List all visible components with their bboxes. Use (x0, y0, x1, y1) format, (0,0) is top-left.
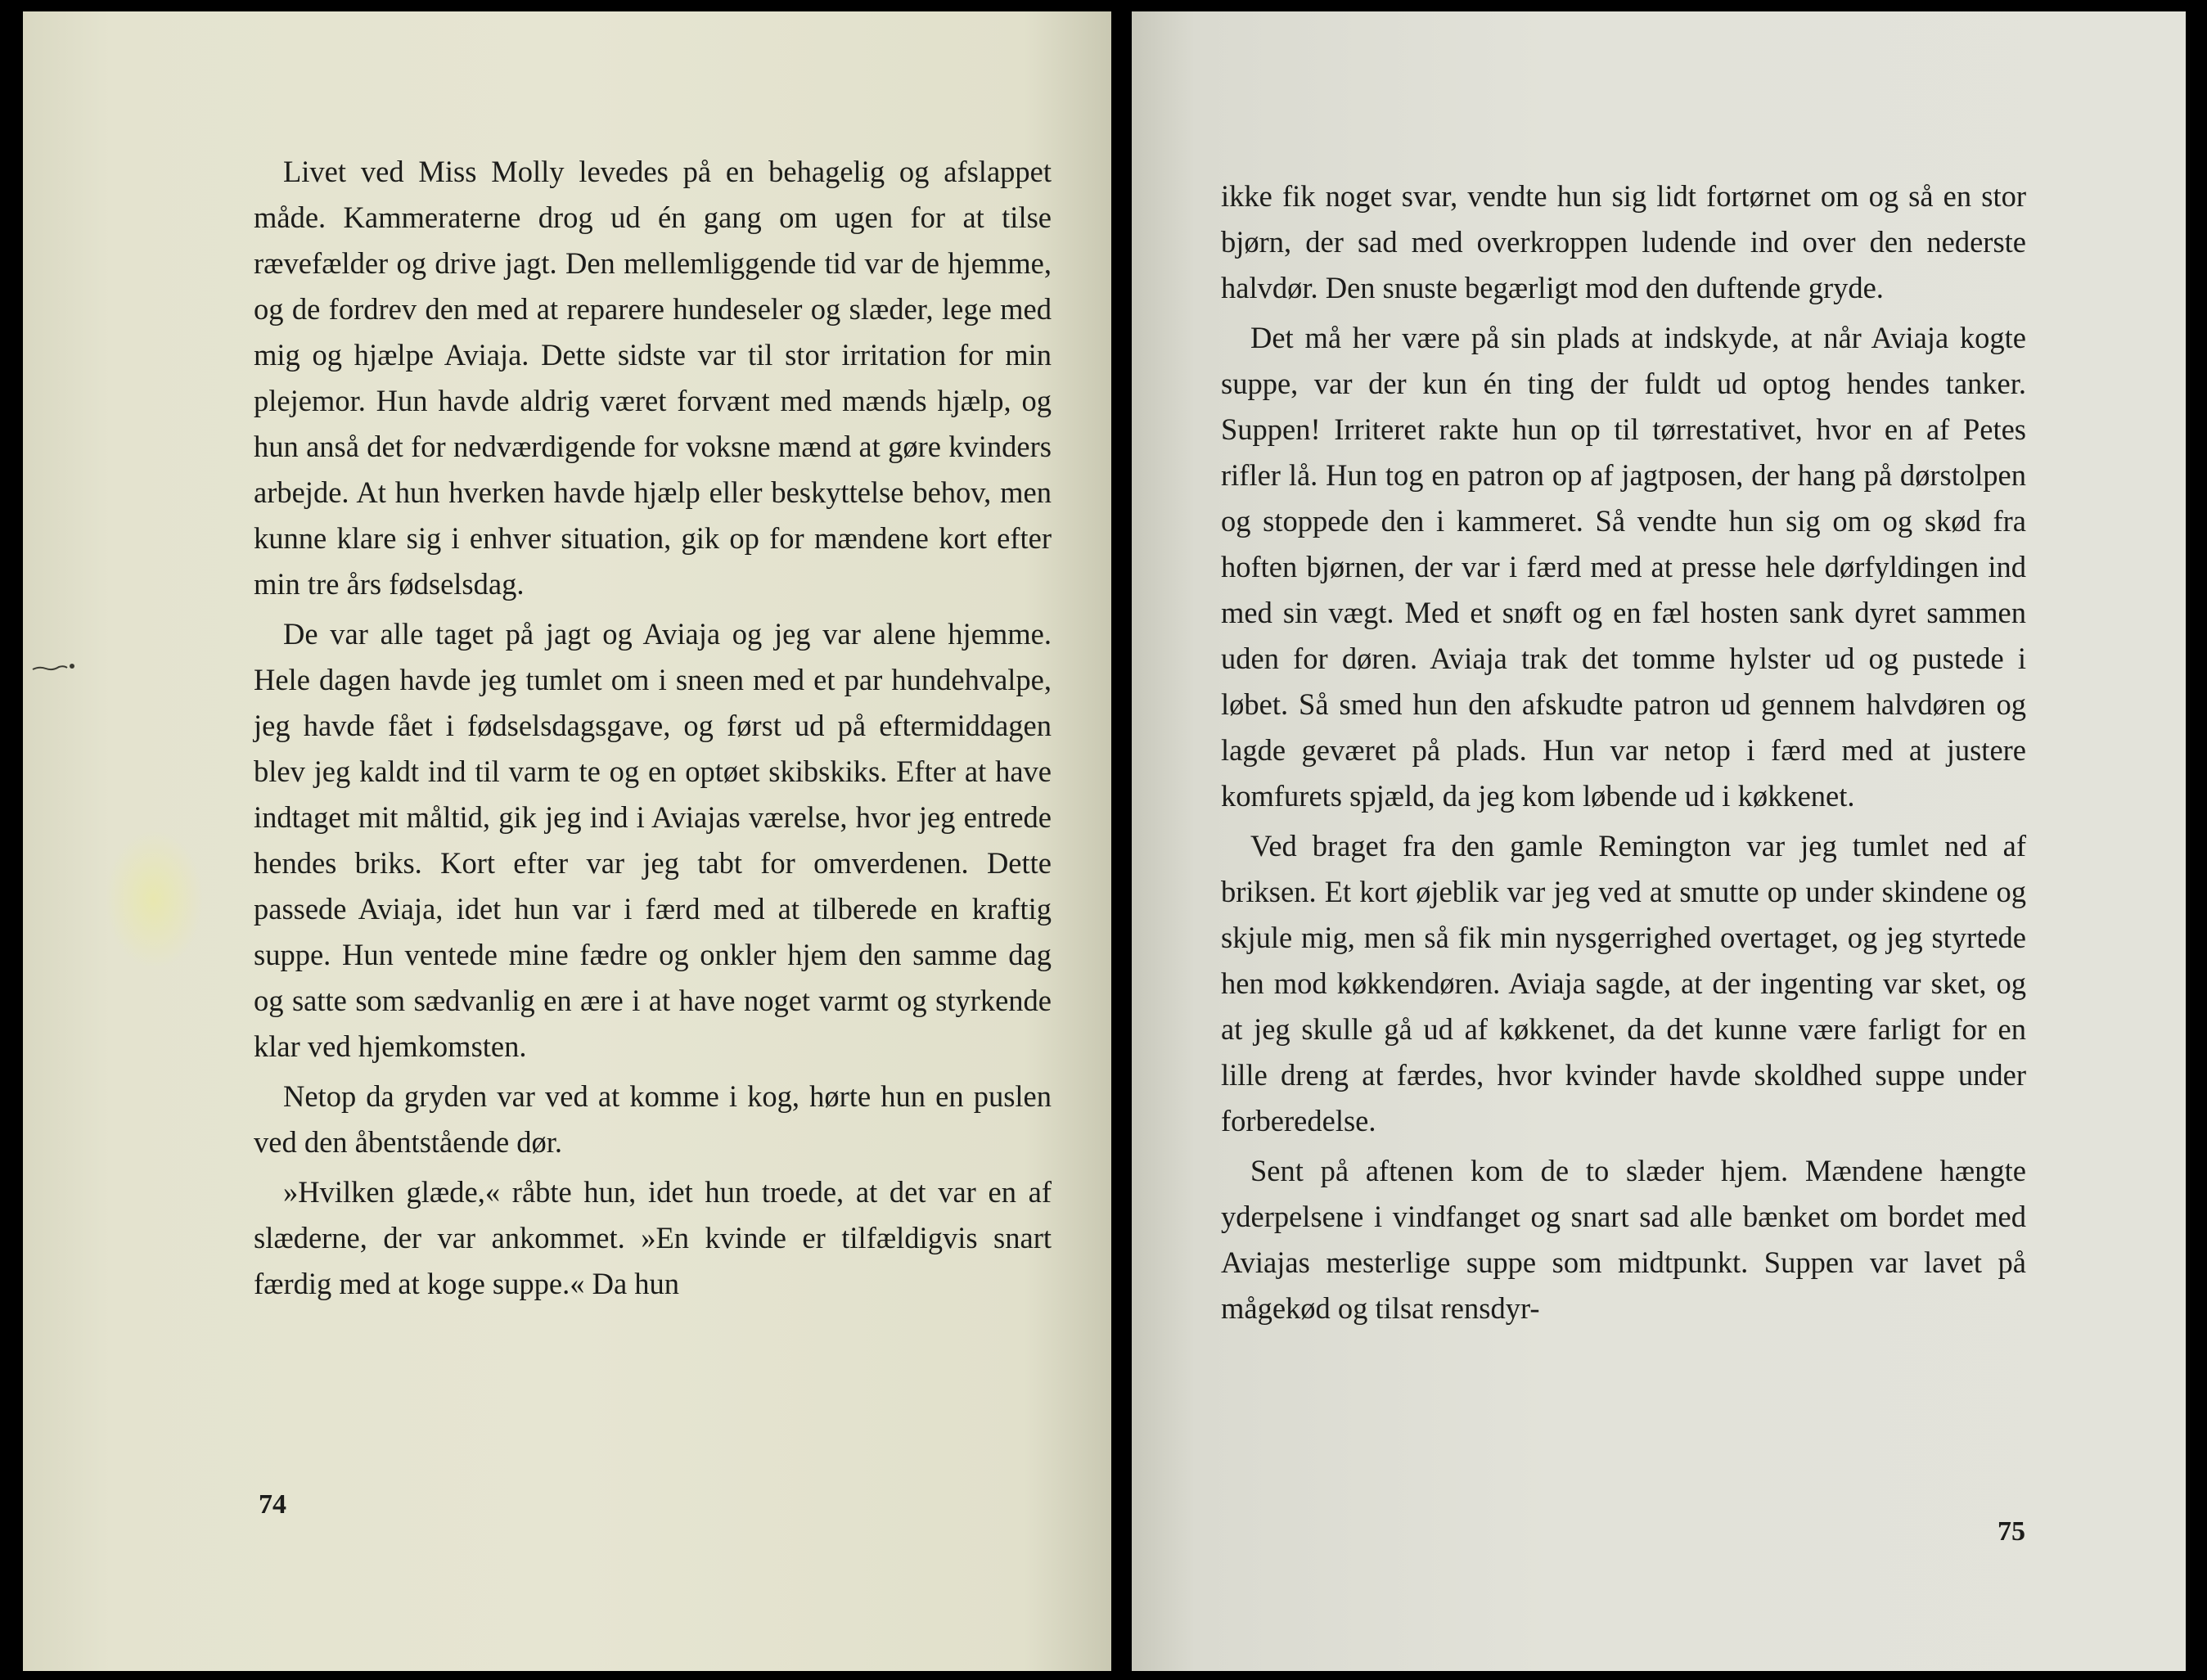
right-page (1132, 11, 2186, 1671)
paragraph: Ved braget fra den gamle Remington var jeg tumlet ned af briksen. Et kort øjeblik var jeg ved at smutte op under skindene og skjule mig, men så fik min nysgerrighed overtaget, og jeg styrtede hen mod køkkendøren. Aviaja sagde, at der ingenting var sket, og at jeg skulle gå ud af køkkenet, da det kunne være farligt for en lille dreng at færdes, hvor kvinder havde skoldhed suppe under forberedelse. (1221, 829, 2026, 1137)
paragraph: »Hvilken glæde,« råbte hun, idet hun troede, at det var en af slæderne, der var ankommet. »En kvinde er tilfældigvis snart færdig med at koge suppe.« Da hun (254, 1175, 1052, 1300)
paragraph: ikke fik noget svar, vendte hun sig lidt fortørnet om og så en stor bjørn, der sad med overkroppen ludende ind over den nederste halvdør. Den snuste begærligt mod den duftende gryde. (1221, 179, 2026, 304)
page-stain (105, 830, 203, 969)
paper-tear-mark (31, 658, 77, 676)
paragraph: Det må her være på sin plads at indskyde, at når Aviaja kogte suppe, var der kun én ting der fuldt ud optog hendes tanker. Suppen! Irriteret rakte hun op til tørrestativet, hvor en af Petes rifler lå. Hun tog en patron op af jagtposen, der hang på dørstolpen og stoppede den i kammeret. Så vendte hun sig om og skød fra hoften bjørnen, der var i færd med at presse hele dørfyldingen ind med sin vægt. Med et snøft og en fæl hosten sank dyret sammen uden for døren. Aviaja trak det tomme hylster ud og pustede i løbet. Så smed hun den afskudte patron ud gennem halvdøren og lagde geværet på plads. Hun var netop i færd med at justere komfurets spjæld, da jeg kom løbende ud i køkkenet. (1221, 321, 2026, 813)
left-page (23, 11, 1111, 1671)
paragraph: Sent på aftenen kom de to slæder hjem. Mændene hængte yderpelsene i vindfanget og snart sad alle bænket om bordet med Aviajas mesterlige suppe som midtpunkt. Suppen var lavet på mågekød og tilsat rensdyr- (1221, 1154, 2026, 1325)
paragraph: De var alle taget på jagt og Aviaja og jeg var alene hjemme. Hele dagen havde jeg tumlet om i sneen med et par hundehvalpe, jeg havde fået i fødselsdagsgave, og først ud på eftermiddagen blev jeg kaldt ind til varm te og en optøet skibskiks. Efter at have indtaget mit måltid, gik jeg ind i Aviajas værelse, hvor jeg entrede hendes briks. Kort efter var jeg tabt for omverdenen. Dette passede Aviaja, idet hun var i færd med at tilberede en kraftig suppe. Hun ventede mine fædre og onkler hjem den samme dag og satte som sædvanlig en ære i at have noget varmt og styrkende klar ved hjemkomsten. (254, 617, 1052, 1063)
page-number: 74 (259, 1489, 286, 1520)
right-page-text (1221, 173, 2026, 1335)
paragraph: Livet ved Miss Molly levedes på en behagelig og afslappet måde. Kammeraterne drog ud én gang om ugen for at tilse rævefælder og drive jagt. Den mellemliggende tid var de hjemme, og de fordrev den med at reparere hundeseler og slæder, lege med mig og hjælpe Aviaja. Dette sidste var til stor irritation for min plejemor. Hun havde aldrig været forvænt med mænds hjælp, og hun anså det for nedværdigende for voksne mænd at gøre kvinders arbejde. At hun hverken havde hjælp eller beskyttelse behov, men kunne klare sig i enhver situation, gik op for mændene kort efter min tre års fødselsdag. (254, 155, 1052, 601)
page-number: 75 (1998, 1516, 2025, 1547)
paragraph: Netop da gryden var ved at komme i kog, hørte hun en puslen ved den åbentstående dør. (254, 1079, 1052, 1159)
left-page-text (254, 149, 1052, 1311)
